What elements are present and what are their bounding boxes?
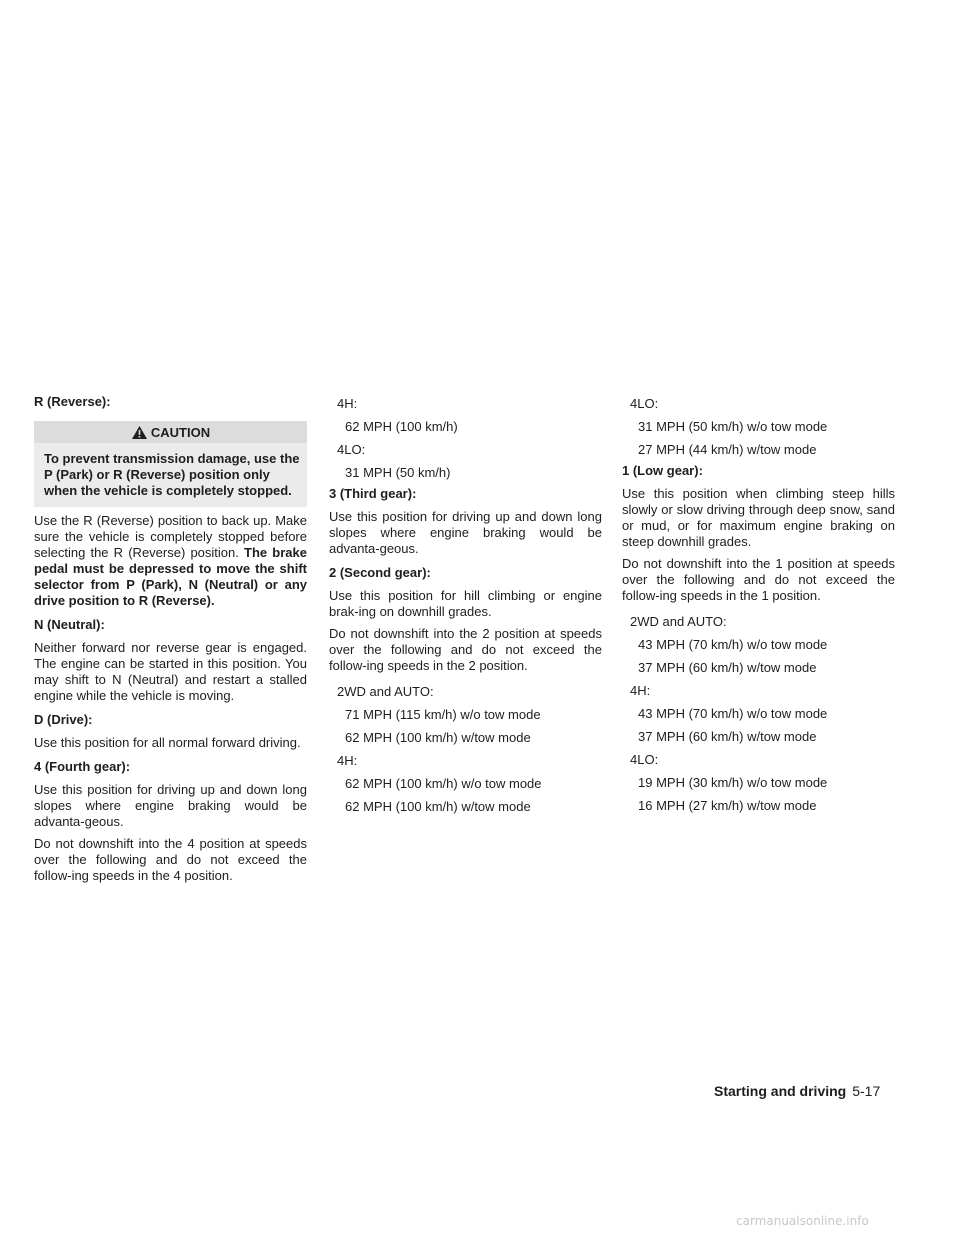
caution-box [34, 421, 307, 507]
heading-third: 3 (Third gear): [329, 486, 417, 501]
second-text: Use this position for hill climbing or engine brak-ing on downhill grades. [329, 588, 602, 619]
speed-label: 4LO: [630, 396, 659, 411]
caution-text: To prevent transmission damage, use the P (Park) or R (Reverse) position only when the vehicle is completely stopped. [34, 443, 307, 507]
speed-value: 62 MPH (100 km/h) w/o tow mode [345, 776, 542, 791]
speed-value: 71 MPH (115 km/h) w/o tow mode [345, 707, 541, 722]
speed-label: 4LO: [630, 752, 659, 767]
second-text-2: Do not downshift into the 2 position at speeds over the following and do not exceed the follow-ing speeds in the 2 position. [329, 626, 602, 673]
column-2 [329, 392, 602, 818]
speed-value: 62 MPH (100 km/h) w/tow mode [345, 799, 531, 814]
speed-value: 31 MPH (50 km/h) [345, 465, 451, 480]
speed-value: 62 MPH (100 km/h) w/tow mode [345, 730, 531, 745]
speed-label: 4H: [337, 753, 358, 768]
speed-value: 16 MPH (27 km/h) w/tow mode [638, 798, 817, 813]
caution-title: CAUTION [150, 424, 211, 440]
caution-header [34, 421, 307, 443]
column-1 [34, 392, 307, 890]
speed-value: 37 MPH (60 km/h) w/tow mode [638, 729, 817, 744]
heading-low: 1 (Low gear): [622, 463, 703, 478]
speed-value: 62 MPH (100 km/h) [345, 419, 458, 434]
heading-second: 2 (Second gear): [329, 565, 431, 580]
section-name: Starting and driving [714, 1083, 847, 1099]
speed-label: 2WD and AUTO: [337, 684, 434, 699]
fourth-text-2: Do not downshift into the 4 position at speeds over the following and do not exceed the follow-ing speeds in the 4 position. [34, 836, 307, 883]
warning-triangle-icon [131, 425, 148, 440]
column-3 [622, 392, 895, 817]
neutral-text: Neither forward nor reverse gear is engaged. The engine can be started in this position. You may shift to N (Neutral) and restart a stalled engine while the vehicle is moving. [34, 640, 307, 703]
heading-fourth: 4 (Fourth gear): [34, 759, 131, 774]
fourth-text: Use this position for driving up and down long slopes where engine braking would be advanta-geous. [34, 782, 307, 829]
page-number: 5-17 [852, 1083, 881, 1099]
speed-value: 37 MPH (60 km/h) w/tow mode [638, 660, 817, 675]
speed-value: 31 MPH (50 km/h) w/o tow mode [638, 419, 828, 434]
heading-neutral: N (Neutral): [34, 617, 105, 632]
reverse-paragraph [34, 513, 307, 609]
watermark: carmanualsonline.info [736, 1214, 869, 1228]
low-text-2: Do not downshift into the 1 position at speeds over the following and do not exceed the follow-ing speeds in the 1 position. [622, 556, 895, 603]
speed-value: 43 MPH (70 km/h) w/o tow mode [638, 706, 828, 721]
third-text: Use this position for driving up and down long slopes where engine braking would be advanta-geous. [329, 509, 602, 556]
speed-value: 19 MPH (30 km/h) w/o tow mode [638, 775, 828, 790]
reverse-bold-text: The brake pedal must be depressed to move the shift selector from P (Park), N (Neutral) or any drive position to R (Reverse). [34, 545, 307, 608]
heading-reverse: R (Reverse): [34, 394, 111, 409]
drive-text: Use this position for all normal forward driving. [34, 735, 301, 750]
speed-label: 4H: [630, 683, 651, 698]
reverse-text: Use the R (Reverse) position to back up. Make sure the vehicle is completely stopped before selecting the R (Reverse) position. [34, 513, 307, 560]
page-footer [714, 1080, 904, 1102]
speed-label: 4H: [337, 396, 358, 411]
speed-value: 27 MPH (44 km/h) w/tow mode [638, 442, 817, 457]
speed-label: 2WD and AUTO: [630, 614, 727, 629]
heading-drive: D (Drive): [34, 712, 93, 727]
low-text: Use this position when climbing steep hills slowly or slow driving through deep snow, sand or mud, or for maximum engine braking on steep downhill grades. [622, 486, 895, 549]
speed-label: 4LO: [337, 442, 366, 457]
speed-value: 43 MPH (70 km/h) w/o tow mode [638, 637, 828, 652]
